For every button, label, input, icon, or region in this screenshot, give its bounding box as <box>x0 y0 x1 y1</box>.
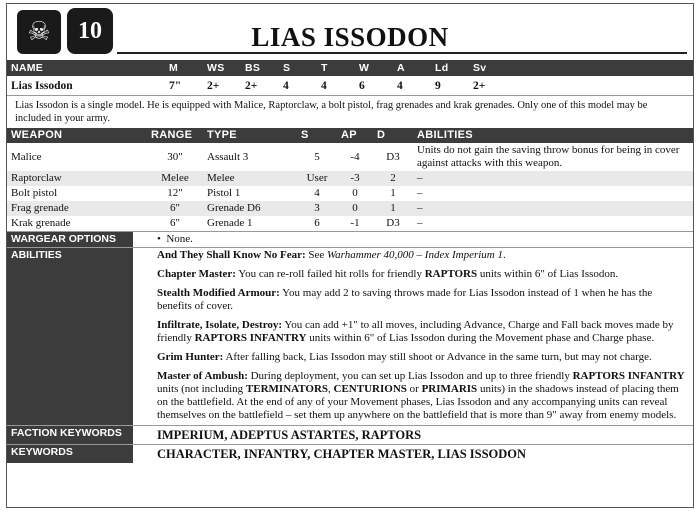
faction-keywords-section <box>7 425 693 444</box>
ability-item: Master of Ambush: During deployment, you can set up Lias Issodon and up to three friendly RAPTORS INFANTRY units (not including TERMINATORS, CENTURIONS or PRIMARIS units) in the shadows instead of placing them on the battlefield. At the end of any of your Movement phases, Lias Issodon and any accompanying units can reveal themselves on the battlefield – set them up anywhere on the battlefield that is more than 9" away from enemy models. <box>157 370 685 421</box>
table-row <box>7 201 693 216</box>
weapon-abilities: – <box>417 217 423 229</box>
weapon-range: Melee <box>147 171 203 186</box>
weapon-s: User <box>297 171 337 186</box>
profile-col-m: M <box>169 62 179 74</box>
weapon-s: 6 <box>314 217 320 229</box>
ability-name: Infiltrate, Isolate, Destroy: <box>157 319 283 331</box>
ability-name: And They Shall Know No Fear: <box>157 249 306 261</box>
profile-sv: 2+ <box>469 76 507 96</box>
weapon-range: 30" <box>167 150 183 163</box>
ability-item: And They Shall Know No Fear: See Warhammer 40,000 – Index Imperium 1. <box>157 249 506 261</box>
weapon-d: D3 <box>386 150 400 163</box>
ability-item: Chapter Master: You can re-roll failed hit rolls for friendly RAPTORS units within 6" of Lias Issodon. <box>157 268 619 280</box>
profile-name: Lias Issodon <box>7 76 165 96</box>
wargear-options-label: WARGEAR OPTIONS <box>7 232 133 247</box>
profile-t: 4 <box>317 76 355 96</box>
ability-item: Grim Hunter: After falling back, Lias Issodon may still shoot or Advance in the same turn, but may not charge. <box>157 351 652 363</box>
weapon-s: 3 <box>297 201 337 216</box>
weapon-abilities: – <box>413 201 693 216</box>
datasheet-card <box>6 3 694 508</box>
ability-name: Stealth Modified Armour: <box>157 287 280 299</box>
weapons-col-range: RANGE <box>151 129 193 141</box>
profile-col-a: A <box>397 62 405 74</box>
datasheet-header <box>7 4 693 60</box>
table-row <box>7 186 693 201</box>
weapon-range: 6" <box>147 201 203 216</box>
wargear-options-section <box>7 231 693 247</box>
weapon-ap: -4 <box>350 150 360 163</box>
profile-col-name: NAME <box>11 62 44 74</box>
weapons-col-weapon: WEAPON <box>11 129 63 141</box>
wargear-options-text: None. <box>166 233 193 245</box>
abilities-label: ABILITIES <box>7 248 133 425</box>
profile-col-sv: Sv <box>473 62 487 74</box>
weapon-name: Frag grenade <box>7 201 147 216</box>
profile-m: 7" <box>165 76 203 96</box>
faction-keywords-label: FACTION KEYWORDS <box>7 426 133 444</box>
profile-row <box>7 76 693 96</box>
skull-icon: ☠ <box>17 10 61 54</box>
bullet-icon: • <box>157 233 161 245</box>
weapon-type: Assault 3 <box>207 150 249 163</box>
profile-s: 4 <box>279 76 317 96</box>
profile-header-row <box>7 60 693 76</box>
weapons-col-abilities: ABILITIES <box>417 129 473 141</box>
page-title: LIAS ISSODON <box>251 22 449 52</box>
weapons-header-row <box>7 128 693 143</box>
weapons-col-type: TYPE <box>207 129 237 141</box>
weapons-table <box>7 128 693 231</box>
weapon-name: Bolt pistol <box>11 187 58 199</box>
ability-name: Grim Hunter: <box>157 351 224 363</box>
weapon-ap: 0 <box>352 187 358 199</box>
profile-bs: 2+ <box>241 76 279 96</box>
weapon-range: 6" <box>170 217 180 229</box>
weapon-d: 1 <box>373 201 413 216</box>
weapon-d: 1 <box>390 187 396 199</box>
table-row <box>7 171 693 186</box>
keywords-label: KEYWORDS <box>7 445 133 463</box>
weapon-s: 4 <box>314 187 320 199</box>
weapons-col-d: D <box>377 129 386 141</box>
profile-w: 6 <box>355 76 393 96</box>
unit-description: Lias Issodon is a single model. He is equipped with Malice, Raptorclaw, a bolt pistol, frag grenades and krak grenades. Only one of this model may be included in your army. <box>15 100 648 124</box>
weapons-col-ap: AP <box>341 129 357 141</box>
table-row <box>7 143 693 171</box>
abilities-section <box>7 247 693 425</box>
weapon-d: D3 <box>386 217 400 229</box>
weapon-name: Krak grenade <box>11 217 71 229</box>
profile-col-w: W <box>359 62 370 74</box>
ability-name: Master of Ambush: <box>157 370 248 382</box>
profile-col-t: T <box>321 62 328 74</box>
weapon-type: Pistol 1 <box>207 187 241 199</box>
weapon-abilities: – <box>413 171 693 186</box>
profile-col-s: S <box>283 62 291 74</box>
keywords-text: CHARACTER, INFANTRY, CHAPTER MASTER, LIAS ISSODON <box>157 447 527 461</box>
profile-col-ld: Ld <box>435 62 449 74</box>
weapon-ap: 0 <box>337 201 373 216</box>
weapon-abilities: – <box>417 187 423 199</box>
weapon-type: Grenade D6 <box>203 201 297 216</box>
profile-col-ws: WS <box>207 62 225 74</box>
weapons-col-s: S <box>301 129 309 141</box>
weapon-s: 5 <box>314 150 320 163</box>
ability-item: Infiltrate, Isolate, Destroy: You can add +1" to all moves, including Advance, Charge and Fall back moves made by friendly RAPTORS INFANTRY units within 6" of Lias Issodon during the Movement phase and Charge phase. <box>157 319 674 344</box>
profile-ld: 9 <box>431 76 469 96</box>
weapon-abilities: Units do not gain the saving throw bonus for being in cover against attacks with this weapon. <box>417 144 680 169</box>
weapon-name: Malice <box>11 150 42 163</box>
keywords-section <box>7 444 693 463</box>
weapon-ap: -1 <box>350 217 360 229</box>
weapon-ap: -3 <box>337 171 373 186</box>
profile-a: 4 <box>393 76 431 96</box>
profile-col-bs: BS <box>245 62 261 74</box>
ability-name: Chapter Master: <box>157 268 236 280</box>
weapon-type: Melee <box>203 171 297 186</box>
table-row <box>7 216 693 231</box>
title-divider <box>117 52 687 54</box>
profile-ws: 2+ <box>203 76 241 96</box>
power-rating-badge: 10 <box>67 8 113 54</box>
weapon-type: Grenade 1 <box>207 217 253 229</box>
profile-table <box>7 60 693 96</box>
weapon-name: Raptorclaw <box>7 171 147 186</box>
ability-item: Stealth Modified Armour: You may add 2 to saving throws made for Lias Issodon instead of 1 when he has the benefits of cover. <box>157 287 653 312</box>
faction-keywords-text: IMPERIUM, ADEPTUS ASTARTES, RAPTORS <box>157 428 422 442</box>
weapon-d: 2 <box>373 171 413 186</box>
weapon-range: 12" <box>167 187 183 199</box>
